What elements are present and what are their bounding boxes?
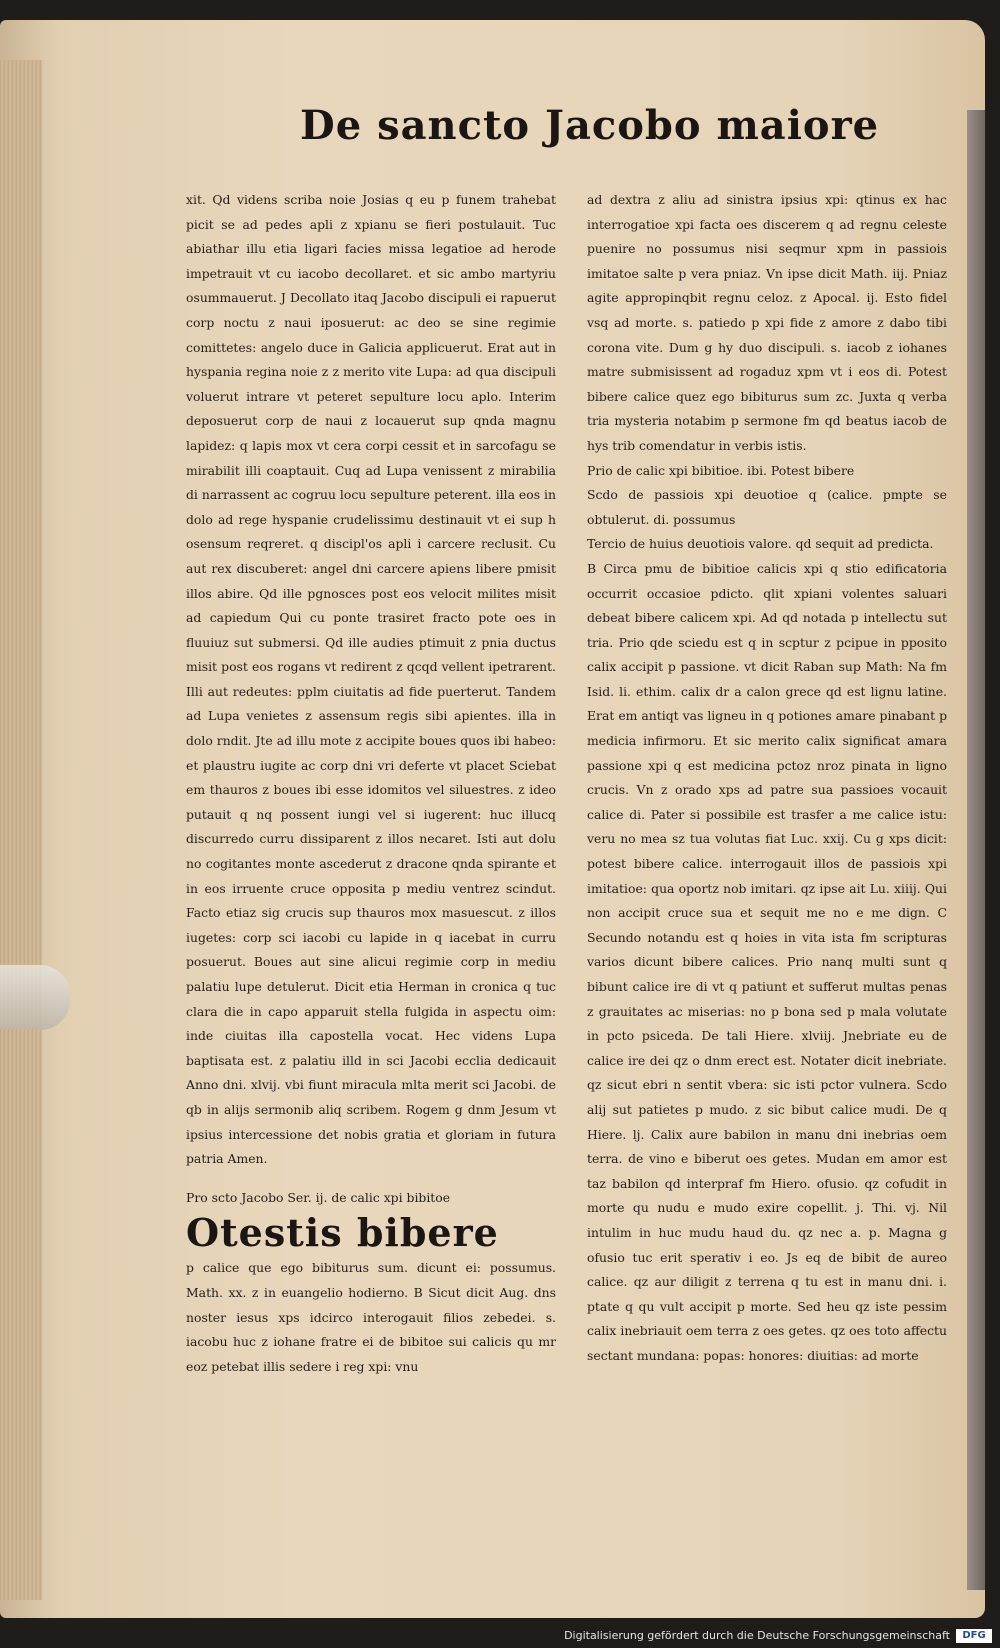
- right-paragraph-2: B Circa pmu de bibitioe calicis xpi q stio edificatoria occurrit occasioe pdicto. qlit xpiani volentes saluari debeat bibere calicem xpi. Ad qd notada p intellectu sut tria. Prio qde sciedu est q in scptur z pcipue in pposito calix accipit p passione. vt dicit Raban sup Math: Na fm Isid. li. ethim. calix dr a calon grece qd est lignu latine. Erat em antiqt vas ligneu in q potiones amare pinabant p medicia infirmoru. Et sic merito calix significat amara passione xpi q est medicina pctoz nroz pinata in ligno crucis. Vn z orado xps ad patre sua passioes vocauit calice di. Pater si possibile est trasfer a me calice istu: veru no mea sz tua volutas fiat Luc. xxij. Cu g xps dicit: potest bibere calice. interrogauit illos de passiois xpi imitatioe: qua oportz nob imitari. qz ipse ait Lu. xiiij. Qui non accipit cruce sua et sequit me no e me dign. C Secundo notandu est q hoies in vita ista fm scripturas varios dicunt bibere calices. Prio nanq multi sunt q bibunt calice ire di vt q patiunt et sufferut multas penas z grauitates ac miserias: no p bona sed p mala volutate in pcto psiceda. De tali Hiere. xlviij. Jnebriate eu de calice ire dei qz o dnm erect est. Notater dicit inebriate. qz sicut ebri n sentit vbera: sic isti pctor vulnera. Scdo alij sut patietes p mudo. z sic bibut calice mudi. De q Hiere. lj. Calix aure babilon in manu dni inebrias oem terra. de vino e biberut oes getes. Mudan em amor est taz babilon qd interpraf fm Hiero. ofusio. qz cofudit in morte qu nudu e mudo exire copellit. j. Thi. vj. Nil intulim in huc mudu haud du. qz nec a. p. Magna g ofusio tuc erit sperativ i eo. Js eq de bibit de aureo calice. qz aur diligit z terrena q tu est in manu dni. i. ptate q qu vult accipit p morte. Sed heu qz iste pessim calix inebriauit oem terra z oes getes. qz oes toto affectu sectant mundana: popas: honores: diuitias: ad morte: [587, 560, 947, 1363]
- funding-credit: Digitalisierung gefördert durch die Deutsche Forschungsgemeinschaft: [564, 1629, 950, 1642]
- footer-bar: [0, 1618, 1000, 1648]
- outline-item-3: Tercio de huius deuotiois valore. qd sequit ad predicta.: [587, 536, 934, 552]
- outline-item-1: Prio de calic xpi bibitioe. ibi. Potest bibere: [587, 462, 855, 478]
- right-paragraph-1: ad dextra z aliu ad sinistra ipsius xpi: qtinus ex hac interrogatioe xpi facta oes discerem q ad regnu celeste puenire no possumus nisi seqmur xpm in passiois imitatoe salte p vera pniaz. Vn ipse dicit Math. iij. Pniaz agite appropinqbit regnu celoz. z Apocal. ij. Esto fidel vsq ad morte. s. patiedo p xpi fide z amore z dabo tibi corona vite. Dum g hy duo discipuli. s. iacob z iohanes matre submisissent ad rogaduz xpm vt i eos di. Potest bibere calice quez ego bibiturus sum zc. Juxta q verba tria mysteria notabim p sermone fm qd beatus iacob de hys trib comendatur in verbis istis.: [587, 192, 947, 453]
- page-title: De sancto Jacobo maiore: [300, 102, 880, 149]
- left-column: [186, 188, 556, 1379]
- left-paragraph-2: p calice que ego bibiturus sum. dicunt ei: possumus. Math. xx. z in euangelio hodierno. B Sicut dicit Aug. dns noster iesus xps idcirco interogauit filios zebedei. s. iacobu huc z iohane fratre ei de bibitoe sui calicis qu mr eoz petebat illis sedere i reg xpi: vnu: [186, 1260, 556, 1374]
- page-edges: [0, 60, 42, 1600]
- right-column: [587, 188, 947, 1369]
- outline-item-2: Scdo de passiois xpi deuotioe q (calice. pmpte se obtulerut. di. possumus: [587, 487, 947, 527]
- sermon-heading: Pro scto Jacobo Ser. ij. de calic xpi bibitoe: [186, 1189, 451, 1205]
- left-paragraph-1: xit. Qd videns scriba noie Josias q eu p funem trahebat picit se ad pedes apli z xpianu se fieri postulauit. Tuc abiathar illu etia ligari facies missa legatioe ad herode impetrauit vt cu iacobo decollaret. et sic ambo martyriu osummauerut. J Decollato itaq Jacobo discipuli ei rapuerut corp noctu z naui iposuerut: ac deo se sine regimie comittetes: angelo duce in Galicia applicuerut. Erat aut in hyspania regina noie z z merito vite Lupa: ad qua discipuli voluerut intrare vt peteret sepulture locu aplo. Interim deposuerut corp de naui z locauerut sup qnda magnu lapidez: q lapis mox vt cera corpi cessit et in sarcofagu se mirabilit illi coaptauit. Cuq ad Lupa venissent z mirabilia di narrassent ac cogruu locu sepulture peterent. illa eos in dolo ad rege hyspanie crudelissimu destinauit vt ei sup h osensum reqreret. q discipl'os apli i carcere reclusit. Cu aut rex discuberet: angel dni carcere apiens libere pmisit illos abire. Qd ille pgnosces post eos velocit milites misit ad capiedum Qui cu ponte trasiret fracto pote oes in fluuiuz sut submersi. Qd ille audies ptimuit z pnia ductus misit post eos rogans vt redirent z qcqd vellent ipetrarent. Illi aut redeutes: pplm ciuitatis ad fide puerterut. Tandem ad Lupa venietes z assensum regis sibi apientes. illa in dolo rndit. Jte ad illu mote z accipite boues quos ibi habeo: et plaustru iugite ac corp dni vri deferte vt placet Sciebat em thauros z boues ibi esse idomitos vel siluestres. z ideo putauit q nq possent iungi vel si iugerent: huc illucq discurredo curru dissiparent z illos necaret. Isti aut dolu no cogitantes monte ascederut z dracone qnda spirante et in eos irruente cruce opposita p mediu ventrez scindut. Facto etiaz sig crucis sup thauros mox masuescut. z illos iugetes: corp sci iacobi cu lapide in q iacebat in curru posuerut. Boues aut sine alicui regimie corp in mediu palatiu lupe detulerut. Dicit etia Herman in cronica q tuc clara die in capo apparuit stella fulgida in aspectu oim: inde ciuitas illa capostella vocat. Hec videns Lupa baptisata est. z palatiu illd in sci Jacobi ecclia dedicauit Anno dni. xlvij. vbi fiunt miracula mlta merit sci Jacobi. de qb in alijs sermonib aliq scribem. Rogem g dnm Jesum vt ipsius intercessione det nobis gratia et gloriam in futura patria Amen.: [186, 192, 556, 1167]
- dfg-logo: DFG: [956, 1629, 992, 1643]
- page-right-shadow: [967, 110, 985, 1590]
- page-clip: [0, 965, 70, 1030]
- sermon-title: Otestis bibere: [186, 1210, 499, 1256]
- book-page: [0, 20, 985, 1618]
